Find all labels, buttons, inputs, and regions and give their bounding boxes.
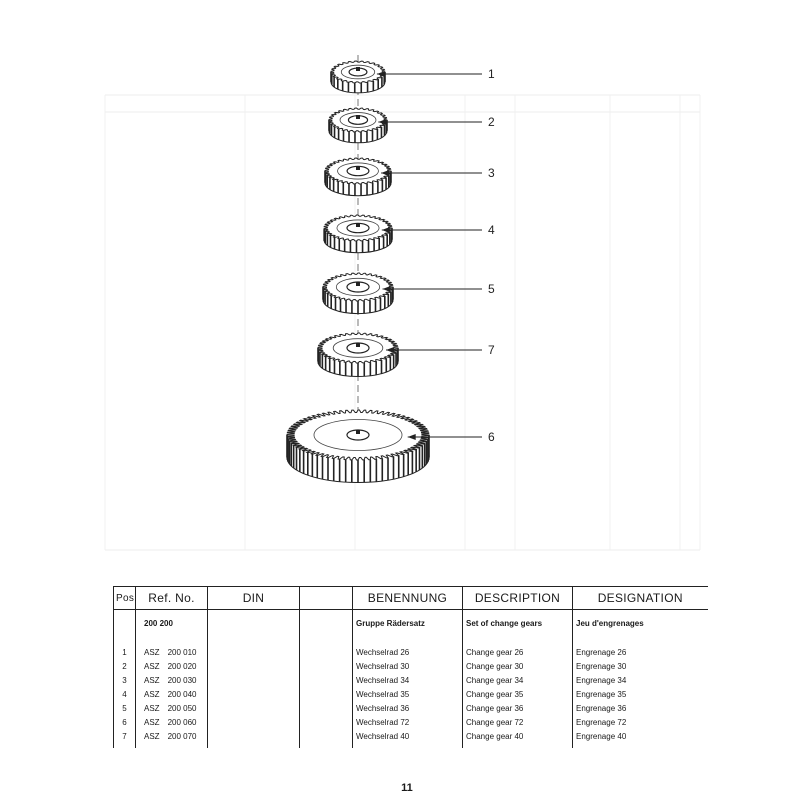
din-cell (208, 688, 300, 702)
table-row (114, 646, 708, 660)
description-cell: Change gear 36 (463, 702, 573, 716)
designation-cell: Engrenage 35 (573, 688, 708, 702)
table-end-row (114, 744, 708, 748)
end-cell (114, 744, 136, 748)
designation-cell: Engrenage 36 (573, 702, 708, 716)
ref-number: 200 060 (167, 718, 197, 727)
designation-cell: Engrenage 72 (573, 716, 708, 730)
description-cell: Change gear 40 (463, 730, 573, 744)
pos-cell: 2 (114, 660, 136, 674)
ref-prefix: ASZ (144, 648, 160, 657)
header-designation: DESIGNATION (573, 587, 708, 610)
spacer-cell (114, 638, 136, 646)
end-cell (208, 744, 300, 748)
benennung-cell: Wechselrad 26 (353, 646, 463, 660)
spacer-cell (208, 638, 300, 646)
blank-cell (300, 716, 353, 730)
ref-prefix: ASZ (144, 718, 160, 727)
blank-cell (300, 674, 353, 688)
pos-cell: 7 (114, 730, 136, 744)
benennung-cell: Wechselrad 36 (353, 702, 463, 716)
header-din: DIN (208, 587, 300, 610)
ref-number: 200 050 (167, 704, 197, 713)
spacer-cell (463, 638, 573, 646)
header-pos: Pos. (114, 587, 136, 610)
gear-stack (287, 61, 495, 483)
ref-cell (136, 674, 208, 688)
gear (318, 333, 398, 377)
din-cell (208, 660, 300, 674)
callout-number: 2 (488, 115, 495, 129)
bleed-through-background (105, 95, 700, 550)
spacer-row (114, 638, 708, 646)
header-description: DESCRIPTION (463, 587, 573, 610)
gear (323, 273, 393, 314)
header-blank (300, 587, 353, 610)
blank-cell (300, 688, 353, 702)
pos-cell: 1 (114, 646, 136, 660)
table-row (114, 688, 708, 702)
benennung-cell: Wechselrad 35 (353, 688, 463, 702)
gear (324, 215, 392, 253)
benennung-cell: Wechselrad 72 (353, 716, 463, 730)
ref-number: 200 040 (167, 690, 197, 699)
group-designation: Jeu d'engrenages (573, 610, 708, 639)
ref-cell (136, 646, 208, 660)
callout-number: 1 (488, 67, 495, 81)
end-cell (300, 744, 353, 748)
designation-cell: Engrenage 40 (573, 730, 708, 744)
ref-number: 200 030 (167, 676, 197, 685)
group-blank (300, 610, 353, 639)
group-row (114, 610, 708, 639)
header-ref: Ref. No. (136, 587, 208, 610)
ref-cell (136, 730, 208, 744)
callout-number: 6 (488, 430, 495, 444)
ref-prefix: ASZ (144, 704, 160, 713)
gear (287, 410, 429, 483)
group-description: Set of change gears (463, 610, 573, 639)
spacer-cell (573, 638, 708, 646)
blank-cell (300, 660, 353, 674)
group-benennung: Gruppe Rädersatz (353, 610, 463, 639)
end-cell (573, 744, 708, 748)
ref-cell (136, 660, 208, 674)
blank-cell (300, 730, 353, 744)
group-pos (114, 610, 136, 639)
pos-cell: 3 (114, 674, 136, 688)
ref-prefix: ASZ (144, 690, 160, 699)
group-ref: 200 200 (136, 610, 208, 639)
table-row (114, 674, 708, 688)
ref-number: 200 020 (167, 662, 197, 671)
blank-cell (300, 702, 353, 716)
designation-cell: Engrenage 30 (573, 660, 708, 674)
spacer-cell (300, 638, 353, 646)
din-cell (208, 646, 300, 660)
din-cell (208, 730, 300, 744)
benennung-cell: Wechselrad 40 (353, 730, 463, 744)
table-row (114, 730, 708, 744)
blank-cell (300, 646, 353, 660)
callout-number: 5 (488, 282, 495, 296)
callout-number: 3 (488, 166, 495, 180)
ref-number: 200 070 (167, 732, 197, 741)
designation-cell: Engrenage 26 (573, 646, 708, 660)
table-row (114, 716, 708, 730)
description-cell: Change gear 26 (463, 646, 573, 660)
header-benennung: BENENNUNG (353, 587, 463, 610)
table-row (114, 702, 708, 716)
ref-cell (136, 702, 208, 716)
end-cell (463, 744, 573, 748)
gear (331, 61, 385, 93)
parts-list-table (113, 586, 708, 748)
table-header-row (114, 587, 708, 610)
gear (325, 158, 391, 196)
page-number: 11 (401, 782, 413, 794)
pos-cell: 4 (114, 688, 136, 702)
description-cell: Change gear 72 (463, 716, 573, 730)
ref-prefix: ASZ (144, 676, 160, 685)
ref-cell (136, 716, 208, 730)
end-cell (353, 744, 463, 748)
description-cell: Change gear 34 (463, 674, 573, 688)
benennung-cell: Wechselrad 34 (353, 674, 463, 688)
callout-number: 4 (488, 223, 495, 237)
ref-prefix: ASZ (144, 662, 160, 671)
benennung-cell: Wechselrad 30 (353, 660, 463, 674)
group-din (208, 610, 300, 639)
din-cell (208, 702, 300, 716)
pos-cell: 5 (114, 702, 136, 716)
ref-number: 200 010 (167, 648, 197, 657)
gear (329, 108, 387, 143)
spacer-cell (136, 638, 208, 646)
ref-cell (136, 688, 208, 702)
din-cell (208, 674, 300, 688)
table-row (114, 660, 708, 674)
ref-prefix: ASZ (144, 732, 160, 741)
designation-cell: Engrenage 34 (573, 674, 708, 688)
pos-cell: 6 (114, 716, 136, 730)
end-cell (136, 744, 208, 748)
spacer-cell (353, 638, 463, 646)
din-cell (208, 716, 300, 730)
description-cell: Change gear 30 (463, 660, 573, 674)
description-cell: Change gear 35 (463, 688, 573, 702)
callout-number: 7 (488, 343, 495, 357)
